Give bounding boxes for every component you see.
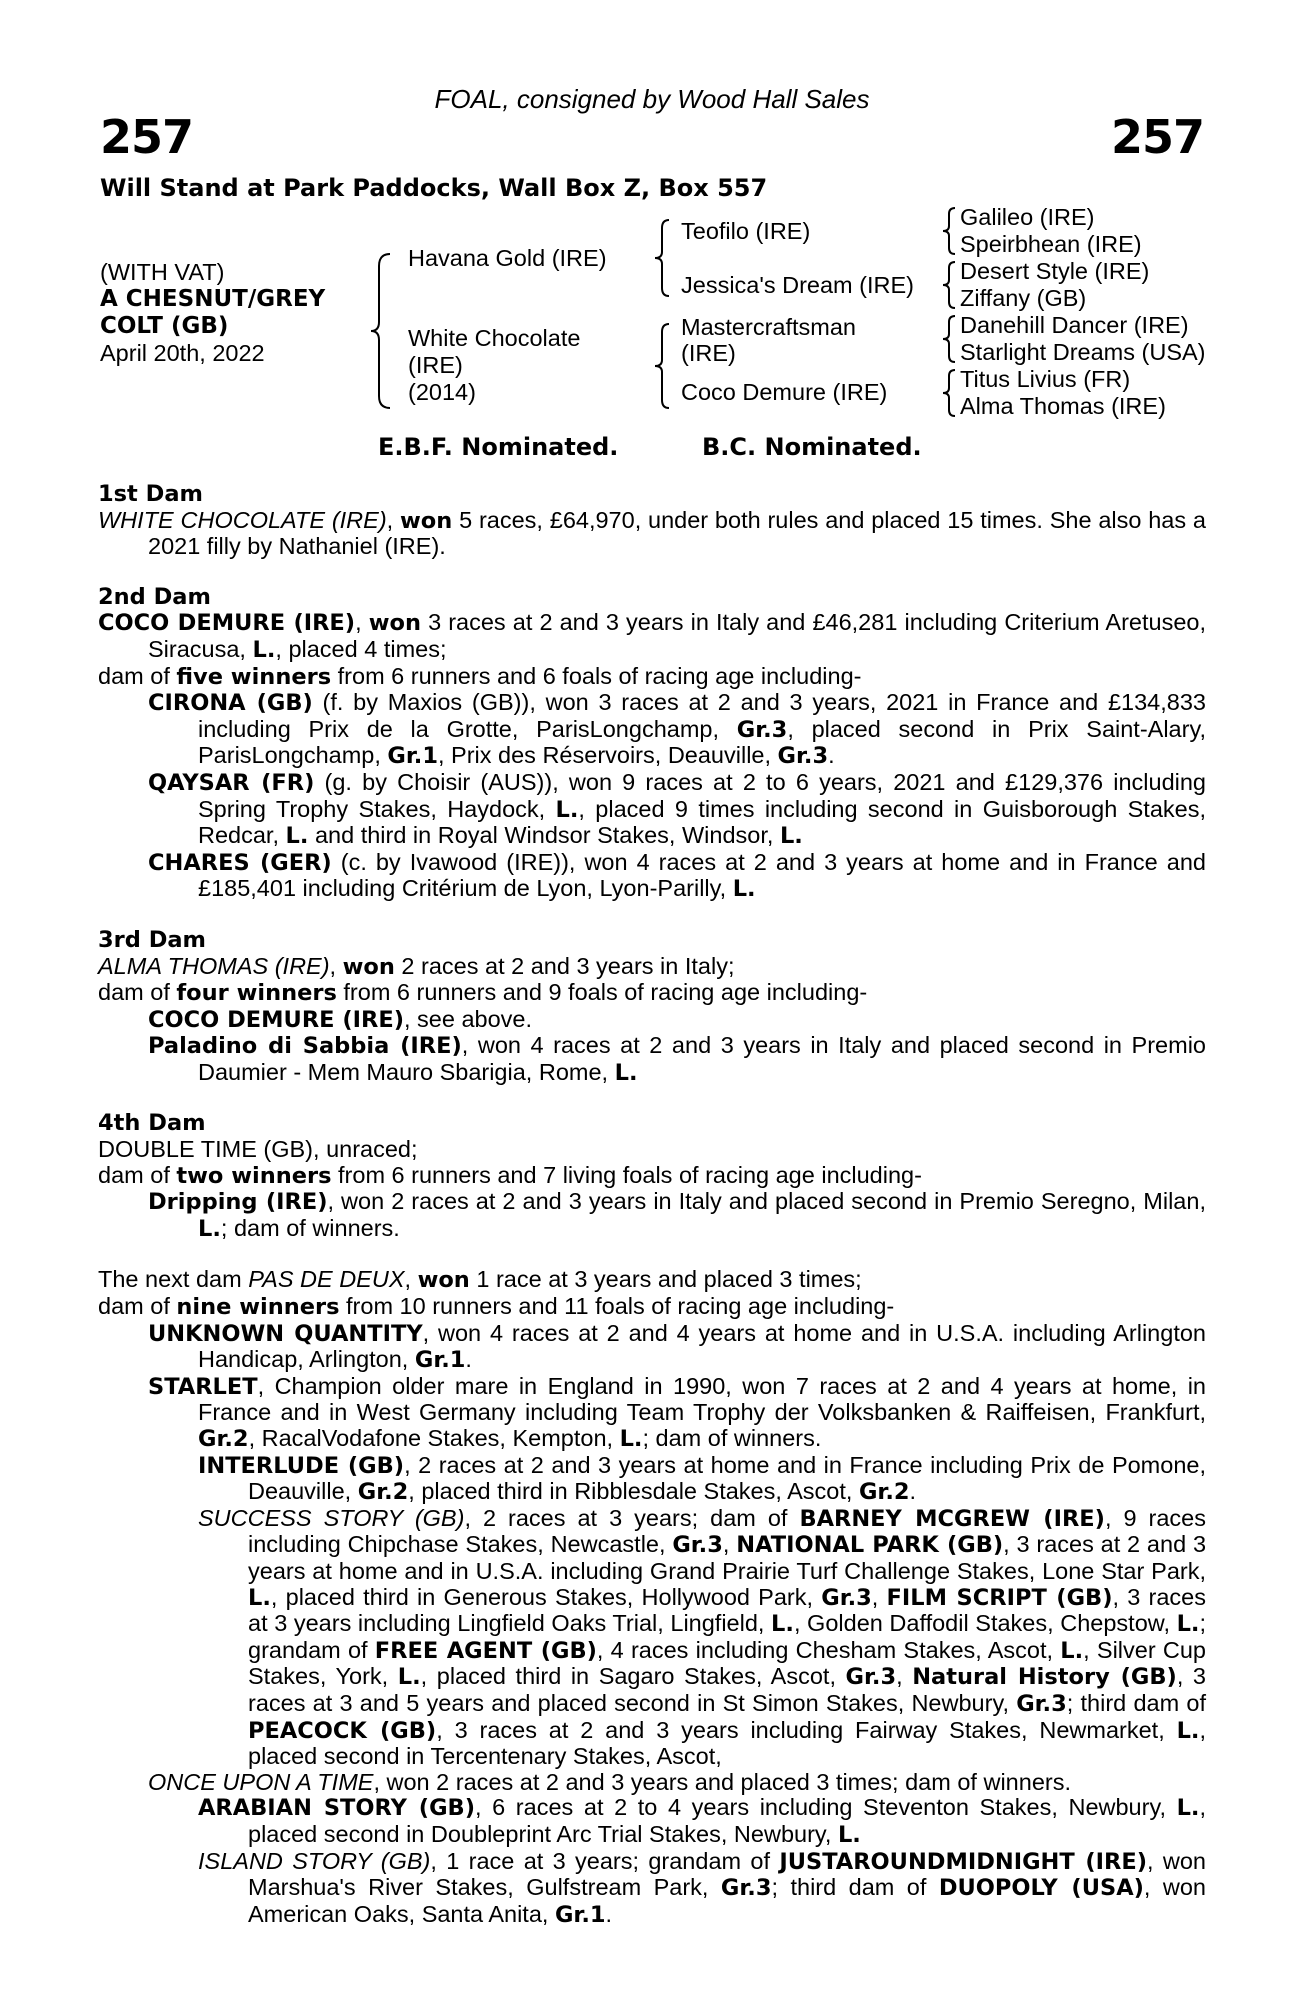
sire-sire: Teofilo (IRE): [681, 218, 811, 244]
progeny-once-upon-a-time: ONCE UPON A TIME, won 2 races at 2 and 3 years and placed 3 times; dam of winners.: [148, 1768, 1071, 1795]
dam-foaling-year: (2014): [408, 379, 476, 405]
first-dam-heading: 1st Dam: [98, 481, 203, 507]
sire-brace: [654, 218, 670, 298]
fourth-dam-heading: 4th Dam: [98, 1110, 206, 1137]
dam-name-line2: (IRE): [408, 352, 463, 378]
dam-brace: [654, 322, 670, 410]
subject-description-line2: COLT (GB): [100, 313, 229, 339]
second-dam-heading: 2nd Dam: [98, 583, 211, 610]
progeny-paladino: Paladino di Sabbia (IRE), won 4 races at 2 and 3 years in Italy and placed second in Premio Daumier - Mem Mauro Sbarigia, Rome, L.: [148, 1032, 1206, 1086]
dam-name-line1: White Chocolate: [408, 325, 581, 351]
dam-sire-line1: Mastercraftsman: [681, 314, 856, 340]
brace-g3-2: [942, 260, 956, 310]
third-dam-produce: dam of four winners from 6 runners and 9 foals of racing age including-: [98, 979, 868, 1007]
progeny-success-story: SUCCESS STORY (GB), 2 races at 3 years; dam of BARNEY MCGREW (IRE), 9 races including Chipchase Stakes, Newcastle, Gr.3, NATIONAL PARK (GB), 3 races at 2 and 3 years at home and in U.S.A. including Grand Prairie Turf Challenge Stakes, Lone Star Park, L., placed third in Generous Stakes, Hollywood Park, Gr.3, FILM SCRIPT (GB), 3 races at 3 years including Lingfield Oaks Trial, Lingfield, L., Golden Daffodil Stakes, Chepstow, L.; grandam of FREE AGENT (GB), 4 races including Chesham Stakes, Ascot, L., Silver Cup Stakes, York, L., placed third in Sagaro Stakes, Ascot, Gr.3, Natural History (GB), 3 races at 3 and 5 years and placed second in St Simon Stakes, Newbury, Gr.3; third dam of PEACOCK (GB), 3 races at 2 and 3 years including Fairway Stakes, Newmarket, L., placed second in Tercentenary Stakes, Ascot,: [198, 1504, 1207, 1770]
progeny-unknown-quantity: UNKNOWN QUANTITY, won 4 races at 2 and 4 years at home and in U.S.A. including Arlington Handicap, Arlington, Gr.1.: [148, 1319, 1206, 1374]
next-dam-produce: dam of nine winners from 10 runners and 11 foals of racing age including-: [98, 1293, 895, 1321]
progeny-dripping: Dripping (IRE), won 2 races at 2 and 3 years in Italy and placed second in Premio Seregno, Milan, L.; dam of winners.: [148, 1188, 1206, 1242]
stand-location: Will Stand at Park Paddocks, Wall Box Z, Box 557: [100, 174, 768, 202]
pedigree-brace: [370, 252, 392, 410]
foaling-date: April 20th, 2022: [100, 340, 265, 366]
first-dam-text: WHITE CHOCOLATE (IRE), won 5 races, £64,970, under both rules and placed 15 times. She also has a 2021 filly by Nathaniel (IRE).: [98, 506, 1207, 560]
great-granddam-3: Starlight Dreams (USA): [960, 339, 1206, 365]
pedigree-notes: [98, 482, 1206, 1928]
brace-g3-3: [942, 314, 956, 364]
consignment-line: FOAL, consigned by Wood Hall Sales: [434, 84, 870, 114]
second-dam-record: COCO DEMURE (IRE), won 3 races at 2 and 3 years in Italy and £46,281 including Criterium Aretuseo, Siracusa, L., placed 4 times;: [98, 609, 1206, 663]
great-grandsire-4: Titus Livius (FR): [960, 366, 1131, 392]
lot-number-right: 257: [1110, 110, 1204, 164]
progeny-arabian-story: ARABIAN STORY (GB), 6 races at 2 to 4 years including Steventon Stakes, Newbury, L., placed second in Doubleprint Arc Trial Stakes, Newbury, L.: [198, 1794, 1207, 1848]
great-granddam-1: Speirbhean (IRE): [960, 231, 1142, 257]
third-dam-heading: 3rd Dam: [98, 926, 206, 953]
next-dam-record: The next dam PAS DE DEUX, won 1 race at 3 years and placed 3 times;: [98, 1266, 862, 1294]
great-grandsire-2: Desert Style (IRE): [960, 258, 1150, 284]
dam-sire-line2: (IRE): [681, 340, 736, 366]
sire-name: Havana Gold (IRE): [408, 245, 607, 271]
great-granddam-4: Alma Thomas (IRE): [960, 393, 1166, 419]
second-dam-produce: dam of five winners from 6 runners and 6 foals of racing age including-: [98, 662, 862, 690]
sire-dam: Jessica's Dream (IRE): [681, 272, 914, 298]
lot-number-left: 257: [100, 110, 194, 164]
fourth-dam-produce: dam of two winners from 6 runners and 7 living foals of racing age including-: [98, 1161, 922, 1189]
ebf-nomination: E.B.F. Nominated.: [378, 433, 619, 461]
progeny-island-story: ISLAND STORY (GB), 1 race at 3 years; grandam of JUSTAROUNDMIDNIGHT (IRE), won Marshua's River Stakes, Gulfstream Park, Gr.3; third dam of DUOPOLY (USA), won American Oaks, Santa Anita, Gr.1.: [198, 1847, 1206, 1928]
subject-description-line1: A CHESNUT/GREY: [100, 286, 326, 312]
bc-nomination: B.C. Nominated.: [702, 433, 922, 461]
progeny-starlet: STARLET, Champion older mare in England in 1990, won 7 races at 2 and 4 years at home, in France and in West Germany including Team Trophy der Volksbanken & Raiffeisen, Frankfurt, Gr.2, RacalVodafone Stakes, Kempton, L.; dam of winners.: [148, 1372, 1206, 1452]
great-granddam-2: Ziffany (GB): [960, 285, 1087, 311]
catalogue-page: [98, 0, 1206, 2000]
dam-dam: Coco Demure (IRE): [681, 379, 888, 405]
brace-g3-4: [942, 368, 956, 418]
third-dam-record: ALMA THOMAS (IRE), won 2 races at 2 and 3 years in Italy;: [98, 952, 735, 980]
great-grandsire-1: Galileo (IRE): [960, 204, 1095, 230]
great-grandsire-3: Danehill Dancer (IRE): [960, 312, 1189, 338]
progeny-chares: CHARES (GER) (c. by Ivawood (IRE)), won 4 races at 2 and 3 years at home and in France and £185,401 including Critérium de Lyon, Lyon-Parilly, L.: [148, 848, 1206, 903]
brace-g3-1: [942, 206, 956, 256]
progeny-qaysar: QAYSAR (FR) (g. by Choisir (AUS)), won 9 races at 2 to 6 years, 2021 and £129,376 including Spring Trophy Stakes, Haydock, L., placed 9 times including second in Guisborough Stakes, Redcar, L. and third in Royal Windsor Stakes, Windsor, L.: [148, 768, 1206, 850]
vat-note: (WITH VAT): [100, 259, 225, 285]
progeny-coco-demure: COCO DEMURE (IRE), see above.: [148, 1005, 533, 1033]
fourth-dam-record: DOUBLE TIME (GB), unraced;: [98, 1136, 418, 1163]
progeny-cirona: CIRONA (GB) (f. by Maxios (GB)), won 3 races at 2 and 3 years, 2021 in France and £134,833 including Prix de la Grotte, ParisLongchamp, Gr.3, placed second in Prix Saint-Alary, ParisLongchamp, Gr.1, Prix des Réservoirs, Deauville, Gr.3.: [148, 689, 1206, 770]
progeny-interlude: INTERLUDE (GB), 2 races at 2 and 3 years at home and in France including Prix de Pomone, Deauville, Gr.2, placed third in Ribblesdale Stakes, Ascot, Gr.2.: [198, 1451, 1206, 1506]
